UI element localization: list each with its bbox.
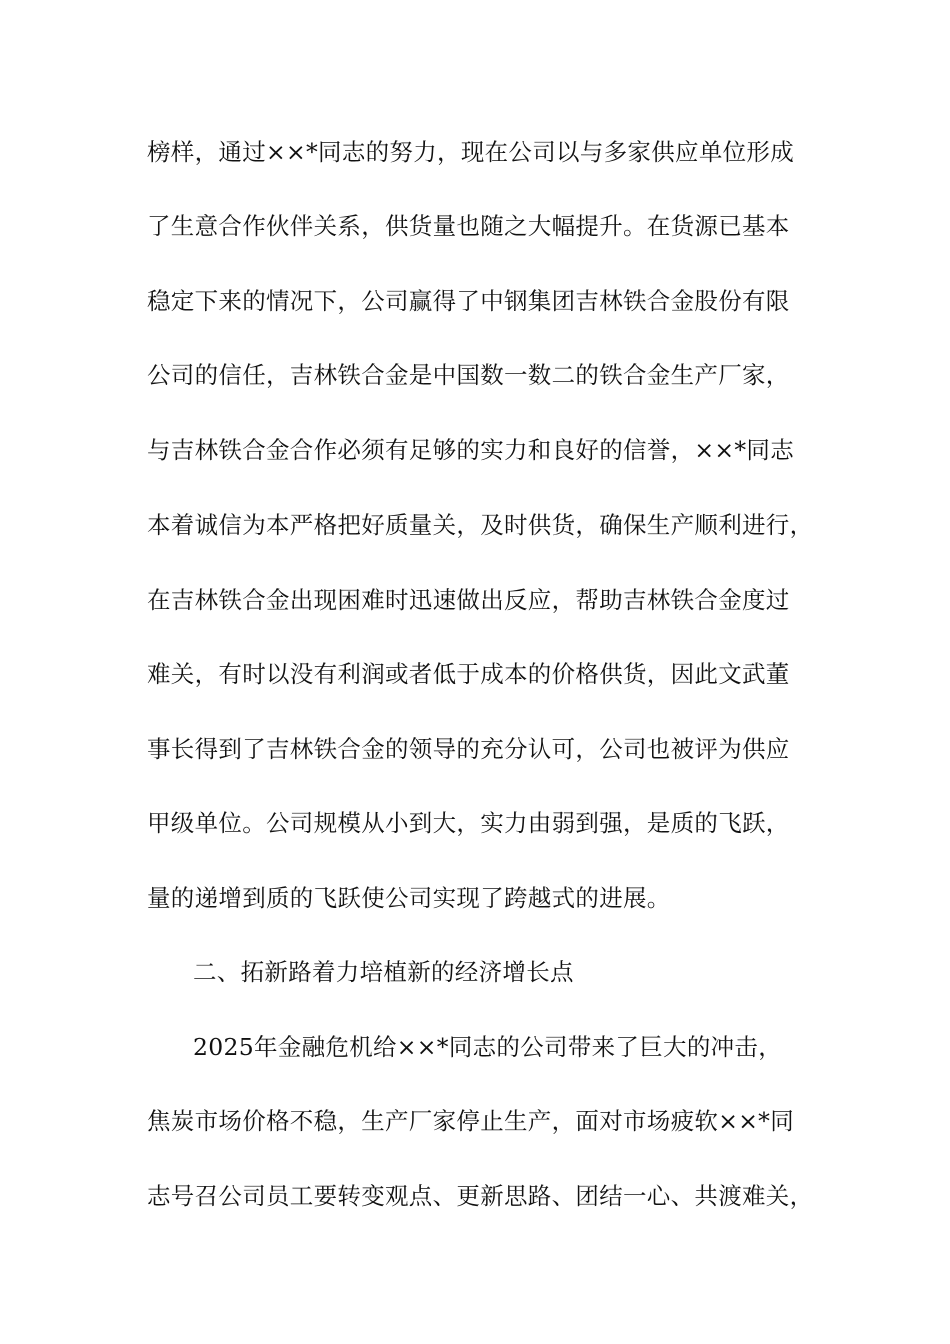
body-text-line: 量的递增到质的飞跃使公司实现了跨越式的进展。 bbox=[147, 884, 671, 912]
body-text-line: 稳定下来的情况下，公司赢得了中钢集团吉林铁合金股份有限 bbox=[147, 287, 790, 315]
body-text-line: 了生意合作伙伴关系，供货量也随之大幅提升。在货源已基本 bbox=[147, 212, 790, 240]
body-text-line: 公司的信任，吉林铁合金是中国数一数二的铁合金生产厂家， bbox=[147, 361, 790, 389]
body-text-line: 焦炭市场价格不稳，生产厂家停止生产，面对市场疲软××*同 bbox=[147, 1107, 795, 1135]
body-text-line: 志号召公司员工要转变观点、更新思路、团结一心、共渡难关， bbox=[147, 1182, 814, 1210]
body-text-line: 难关，有时以没有利润或者低于成本的价格供货，因此文武董 bbox=[147, 660, 790, 688]
body-text-line: 2025年金融危机给××*同志的公司带来了巨大的冲击， bbox=[193, 1033, 783, 1061]
body-text-line: 在吉林铁合金出现困难时迅速做出反应，帮助吉林铁合金度过 bbox=[147, 586, 790, 614]
body-text-line: 与吉林铁合金合作必须有足够的实力和良好的信誉，××*同志 bbox=[147, 436, 795, 464]
body-text-line: 榜样，通过××*同志的努力，现在公司以与多家供应单位形成 bbox=[147, 138, 795, 166]
section-heading: 二、拓新路着力培植新的经济增长点 bbox=[193, 958, 574, 986]
body-text-line: 甲级单位。公司规模从小到大，实力由弱到强，是质的飞跃， bbox=[147, 809, 790, 837]
body-text-line: 事长得到了吉林铁合金的领导的充分认可，公司也被评为供应 bbox=[147, 735, 790, 763]
body-text-line: 本着诚信为本严格把好质量关，及时供货，确保生产顺利进行， bbox=[147, 511, 814, 539]
